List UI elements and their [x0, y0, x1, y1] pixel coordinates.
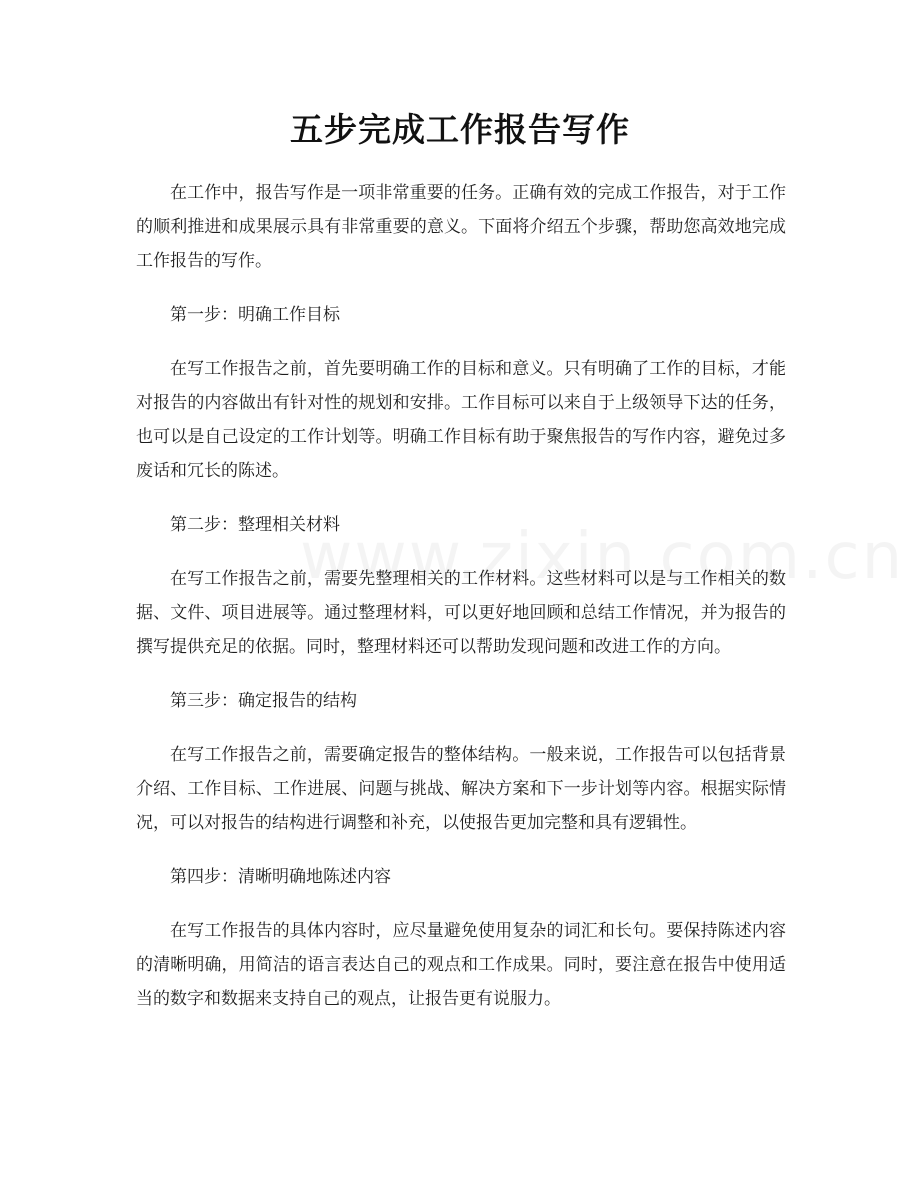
step-4-heading: 第四步：清晰明确地陈述内容 — [170, 867, 391, 887]
document-title: 五步完成工作报告写作 — [290, 110, 630, 149]
intro-paragraph: 在工作中，报告写作是一项非常重要的任务。正确有效的完成工作报告，对于工作的顺利推进和成果展示具有非常重要的意义。下面将介绍五个步骤，帮助您高效地完成工作报告的写作。 — [136, 183, 786, 271]
document-body — [136, 176, 786, 1036]
step-1-heading: 第一步：明确工作目标 — [170, 305, 340, 325]
step-2-heading: 第二步：整理相关材料 — [170, 515, 340, 535]
step-1-paragraph: 在写工作报告之前，首先要明确工作的目标和意义。只有明确了工作的目标，才能对报告的内容做出有针对性的规划和安排。工作目标可以来自于上级领导下达的任务，也可以是自己设定的工作计划等。明确工作目标有助于聚焦报告的写作内容，避免过多废话和冗长的陈述。 — [136, 359, 786, 481]
step-4-paragraph: 在写工作报告的具体内容时，应尽量避免使用复杂的词汇和长句。要保持陈述内容的清晰明确，用简洁的语言表达自己的观点和工作成果。同时，要注意在报告中使用适当的数字和数据来支持自己的观点，让报告更有说服力。 — [136, 921, 786, 1009]
step-2-paragraph: 在写工作报告之前，需要先整理相关的工作材料。这些材料可以是与工作相关的数据、文件、项目进展等。通过整理材料，可以更好地回顾和总结工作情况，并为报告的撰写提供充足的依据。同时，整理材料还可以帮助发现问题和改进工作的方向。 — [136, 569, 786, 657]
step-3-heading: 第三步：确定报告的结构 — [170, 691, 357, 711]
step-3-paragraph: 在写工作报告之前，需要确定报告的整体结构。一般来说，工作报告可以包括背景介绍、工作目标、工作进展、问题与挑战、解决方案和下一步计划等内容。根据实际情况，可以对报告的结构进行调整和补充，以使报告更加完整和具有逻辑性。 — [136, 745, 786, 833]
